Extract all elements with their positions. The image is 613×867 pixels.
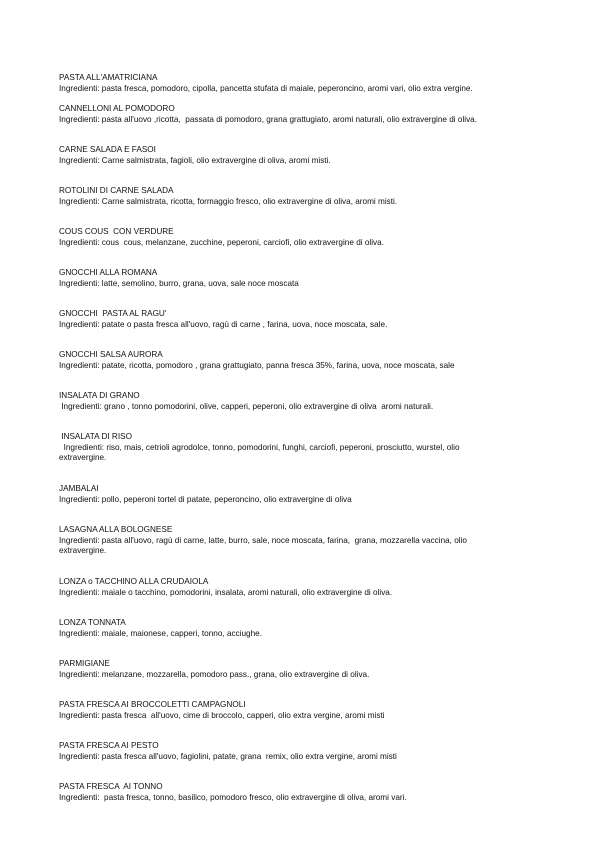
item-title: LONZA TONNATA bbox=[59, 618, 126, 627]
menu-item bbox=[59, 309, 549, 330]
item-ingredients: Ingredienti: pasta fresca, pomodoro, cipolla, pancetta stufata di maiale, peperoncino, aromi vari, olio extra vergine. bbox=[59, 83, 473, 93]
item-ingredients: Ingredienti: pollo, peperoni tortel di patate, peperoncino, olio extravergine di oliva bbox=[59, 494, 352, 504]
item-title: ROTOLINI DI CARNE SALADA bbox=[59, 186, 174, 195]
item-ingredients: Ingredienti: maiale o tacchino, pomodorini, insalata, aromi naturali, olio extravergine di oliva. bbox=[59, 587, 393, 597]
menu-item bbox=[59, 268, 549, 289]
item-ingredients: Ingredienti: patate, ricotta, pomodoro , grana grattugiato, panna fresca 35%, farina, uova, noce moscata, sale bbox=[59, 360, 455, 370]
item-title: LONZA o TACCHINO ALLA CRUDAIOLA bbox=[59, 577, 209, 586]
item-ingredients: Ingredienti: pasta fresca all'uovo, fagiolini, patate, grana remix, olio extra vergine, aromi misti bbox=[59, 751, 397, 761]
item-title: GNOCCHI ALLA ROMANA bbox=[59, 268, 158, 277]
item-ingredients: Ingredienti: pasta fresca all'uovo, cime di broccolo, capperi, olio extra vergine, aromi misti bbox=[59, 710, 385, 720]
menu-item bbox=[59, 391, 549, 412]
item-title: GNOCCHI PASTA AL RAGU' bbox=[59, 309, 167, 318]
item-ingredients: Ingredienti: riso, mais, cetrioli agrodolce, tonno, pomodorini, funghi, carciofi, peperoni, prosciutto, wurstel, olio extravergine. bbox=[59, 442, 460, 462]
menu-item bbox=[59, 577, 549, 598]
item-title: PARMIGIANE bbox=[59, 659, 110, 668]
item-title: INSALATA DI GRANO bbox=[59, 391, 140, 400]
item-ingredients: Ingredienti: Carne salmistrata, fagioli, olio extravergine di oliva, aromi misti. bbox=[59, 155, 331, 165]
menu-item bbox=[59, 659, 549, 680]
item-title: LASAGNA ALLA BOLOGNESE bbox=[59, 525, 173, 534]
menu-item bbox=[59, 432, 549, 464]
menu-item bbox=[59, 484, 549, 505]
item-ingredients: Ingredienti: pasta all'uovo, ragù di carne, latte, burro, sale, noce moscata, farina, grana, mozzarella vaccina, olio extravergine. bbox=[59, 535, 467, 555]
item-title: COUS COUS CON VERDURE bbox=[59, 227, 174, 236]
item-title: GNOCCHI SALSA AURORA bbox=[59, 350, 163, 359]
item-ingredients: Ingredienti: maiale, maionese, capperi, tonno, acciughe. bbox=[59, 628, 262, 638]
item-ingredients: Ingredienti: pasta all'uovo ,ricotta, passata di pomodoro, grana grattugiato, aromi naturali, olio extravergine di oliva. bbox=[59, 114, 477, 124]
item-title: PASTA FRESCA AI TONNO bbox=[59, 782, 163, 791]
menu-item bbox=[59, 618, 549, 639]
item-ingredients: Ingredienti: grano , tonno pomodorini, olive, capperi, peperoni, olio extravergine di oliva aromi naturali. bbox=[59, 401, 434, 411]
item-ingredients: Ingredienti: patate o pasta fresca all'uovo, ragù di carne , farina, uova, noce moscata, sale. bbox=[59, 319, 388, 329]
item-ingredients: Ingredienti: melanzane, mozzarella, pomodoro pass., grana, olio extravergine di oliva. bbox=[59, 669, 370, 679]
item-title: PASTA ALL'AMATRICIANA bbox=[59, 73, 158, 82]
item-ingredients: Ingredienti: latte, semolino, burro, grana, uova, sale noce moscata bbox=[59, 278, 299, 288]
menu-item bbox=[59, 145, 549, 166]
item-title: PASTA FRESCA AI PESTO bbox=[59, 741, 159, 750]
item-title: JAMBALAI bbox=[59, 484, 99, 493]
menu-item bbox=[59, 700, 549, 721]
menu-item bbox=[59, 227, 549, 248]
menu-item bbox=[59, 186, 549, 207]
item-ingredients: Ingredienti: Carne salmistrata, ricotta, formaggio fresco, olio extravergine di oliva, aromi misti. bbox=[59, 196, 398, 206]
menu-item bbox=[59, 782, 549, 803]
menu-item bbox=[59, 73, 549, 94]
item-title: CANNELLONI AL POMODORO bbox=[59, 104, 175, 113]
item-title: CARNE SALADA E FASOI bbox=[59, 145, 156, 154]
item-title: INSALATA DI RISO bbox=[59, 432, 132, 441]
item-ingredients: Ingredienti: cous cous, melanzane, zucchine, peperoni, carciofi, olio extravergine di oliva. bbox=[59, 237, 384, 247]
item-title: PASTA FRESCA AI BROCCOLETTI CAMPAGNOLI bbox=[59, 700, 246, 709]
menu-item bbox=[59, 104, 549, 125]
menu-item bbox=[59, 525, 549, 557]
menu-item bbox=[59, 741, 549, 762]
item-ingredients: Ingredienti: pasta fresca, tonno, basilico, pomodoro fresco, olio extravergine di oliva, aromi vari. bbox=[59, 792, 407, 802]
menu-item bbox=[59, 350, 549, 371]
